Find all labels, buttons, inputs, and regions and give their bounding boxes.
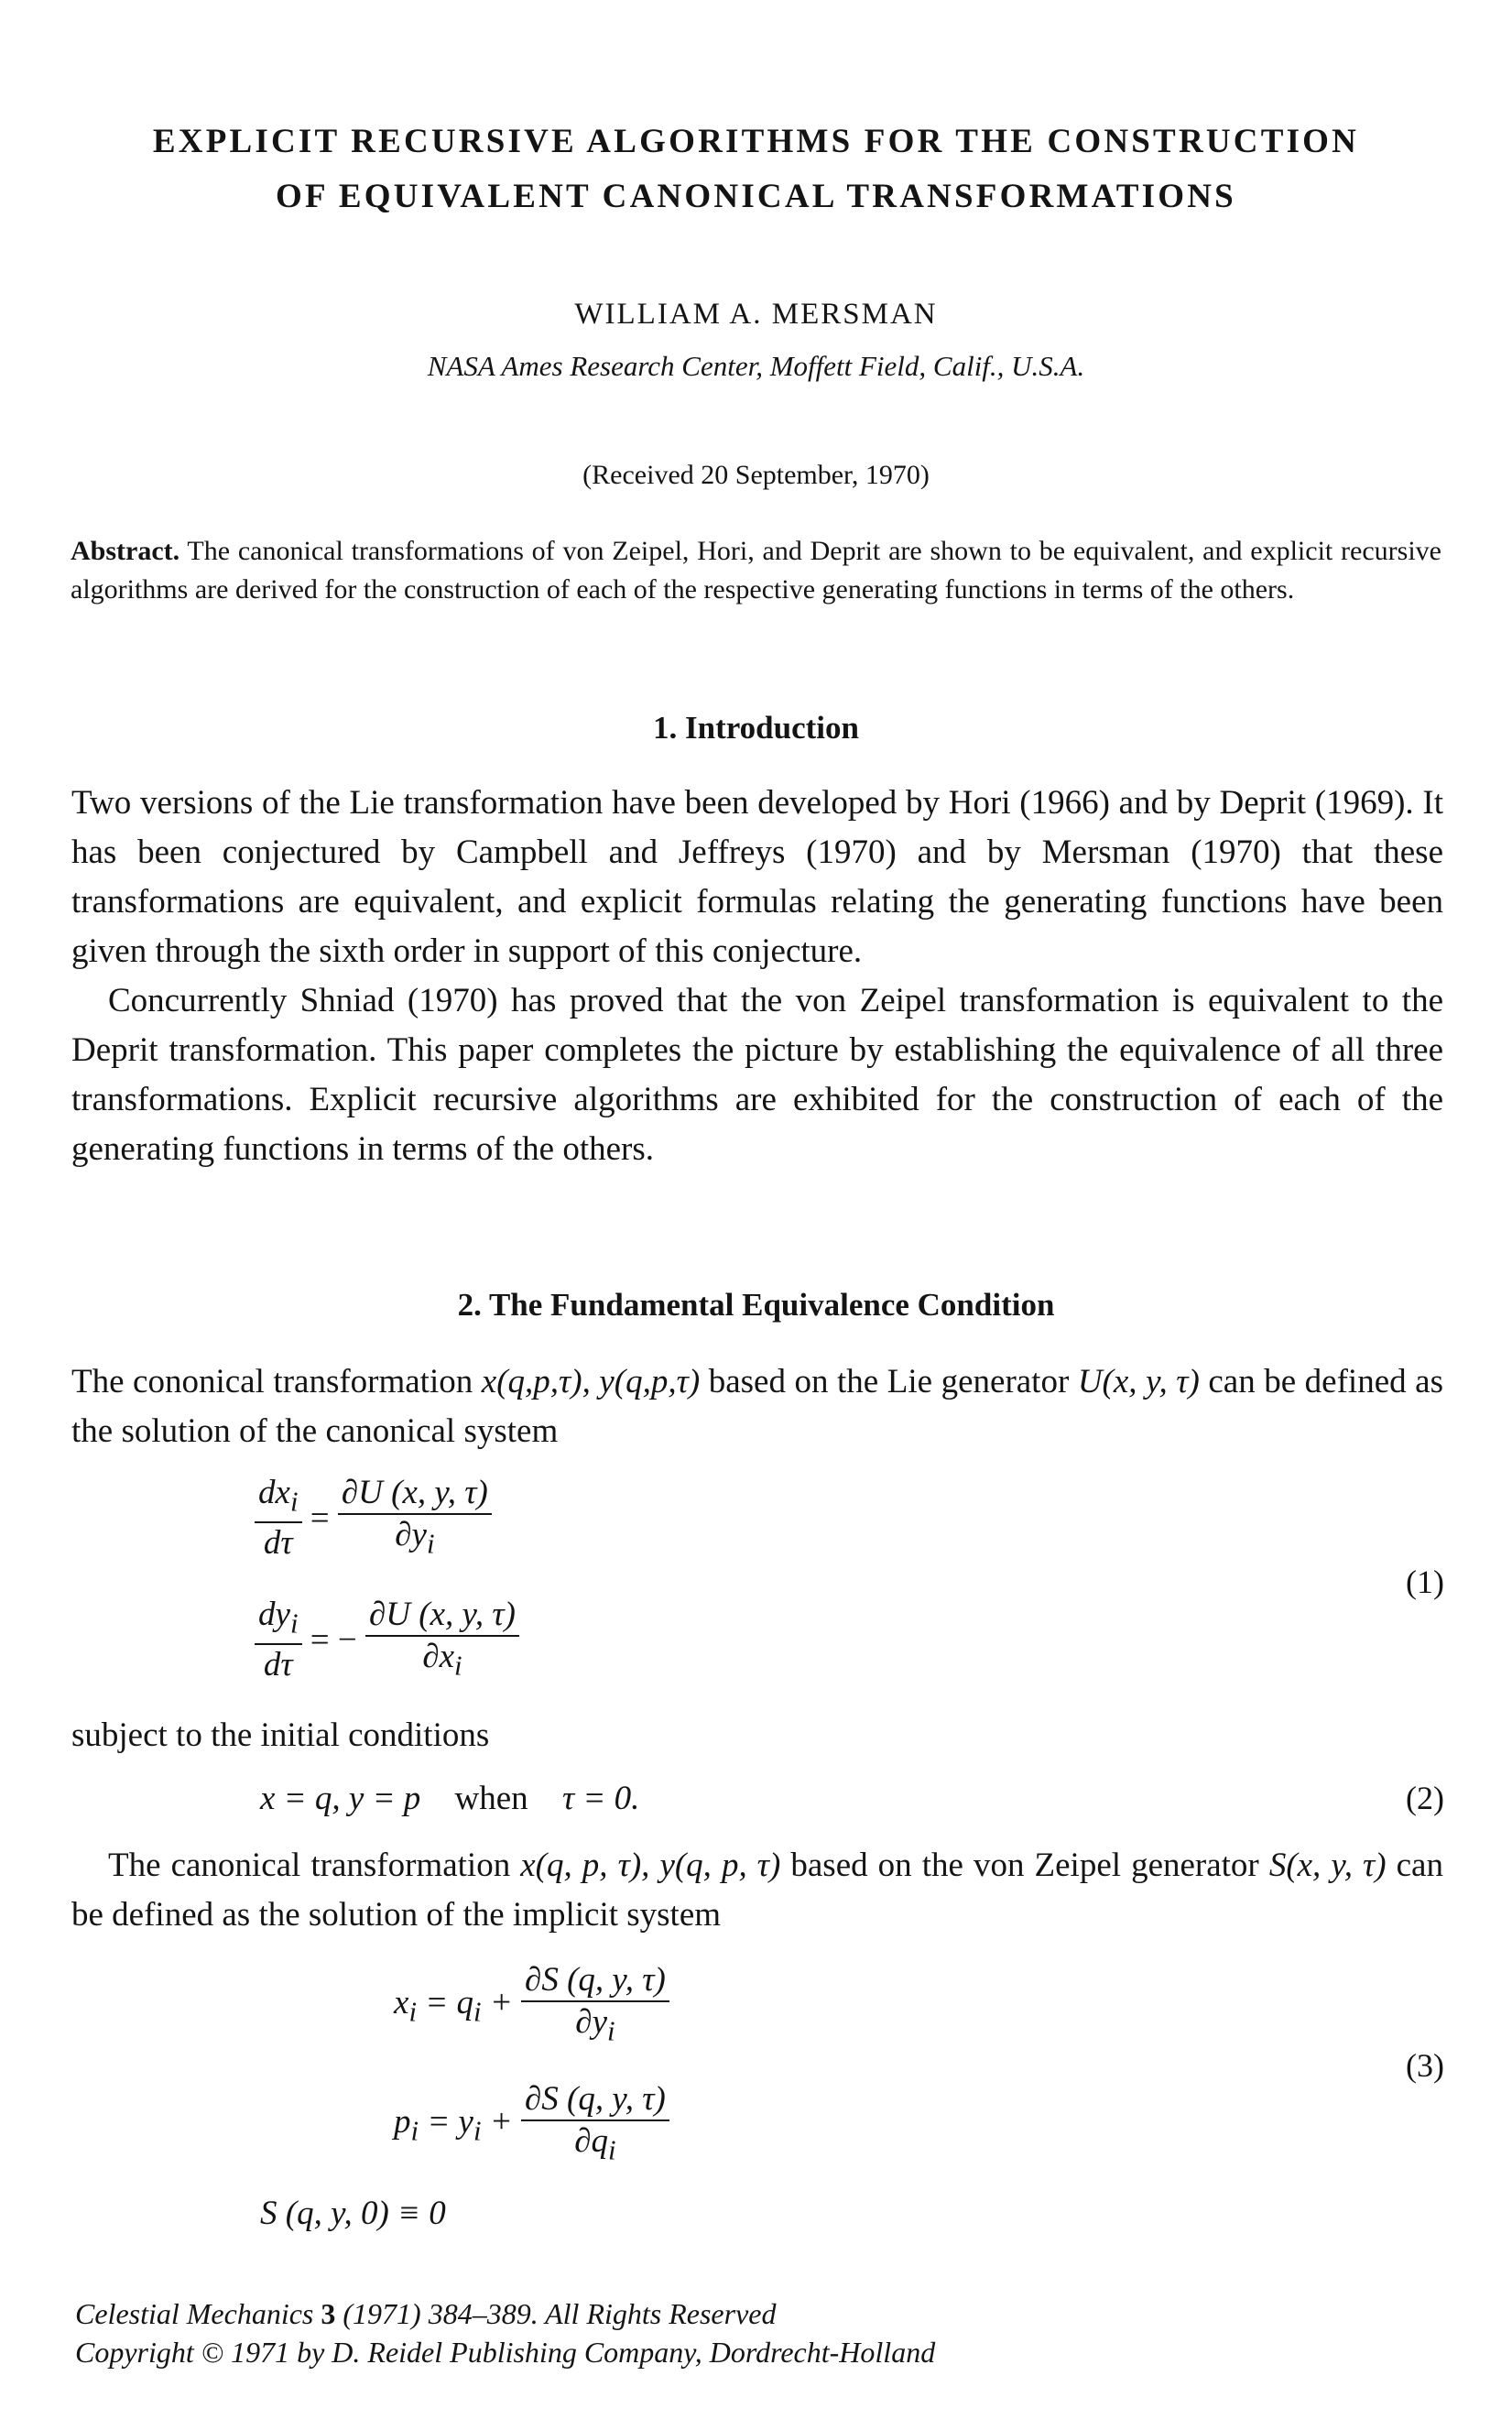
numerator: ∂U (x, y, τ) bbox=[365, 1595, 519, 1637]
denominator: ∂x bbox=[422, 1638, 455, 1675]
subscript: i bbox=[289, 1607, 299, 1640]
fraction bbox=[338, 1473, 492, 1564]
lhs: p bbox=[394, 2103, 411, 2141]
fraction bbox=[255, 1595, 302, 1685]
math-inline: x(q,p,τ), y(q,p,τ) bbox=[481, 1363, 701, 1400]
numerator: ∂S (q, y, τ) bbox=[521, 2079, 669, 2121]
denominator: dτ bbox=[263, 1646, 293, 1684]
rhs: = q bbox=[425, 1984, 473, 2021]
subscript: i bbox=[608, 2134, 616, 2166]
journal-footer bbox=[75, 2294, 935, 2371]
numerator: dy bbox=[258, 1596, 290, 1633]
title-line-1: EXPLICIT RECURSIVE ALGORITHMS FOR THE CONSTRUCTION bbox=[152, 123, 1360, 160]
title-line-2: OF EQUIVALENT CANONICAL TRANSFORMATIONS bbox=[276, 178, 1236, 215]
author-name: WILLIAM A. MERSMAN bbox=[574, 298, 938, 331]
subscript: i bbox=[473, 1996, 482, 2028]
journal-citation bbox=[75, 2294, 935, 2333]
math-inline: U(x, y, τ) bbox=[1077, 1363, 1200, 1400]
subscript: i bbox=[410, 2115, 419, 2147]
text-run: The canonical transformation bbox=[108, 1847, 521, 1884]
equation-2 bbox=[260, 1779, 639, 1818]
fraction bbox=[521, 2079, 669, 2170]
equation-3-line-3: S (q, y, 0) ≡ 0 bbox=[260, 2195, 446, 2232]
lhs: x bbox=[394, 1984, 409, 2021]
abstract bbox=[71, 532, 1441, 609]
subscript: i bbox=[289, 1486, 299, 1518]
text-run: can be defined as the solution of the implicit system bbox=[71, 1847, 1443, 1934]
abstract-text: The canonical transformations of von Zeipel, Hori, and Deprit are shown to be equivalent, and explicit recursive algorithms are derived for the construction of each of the respective generating functions in terms of the others. bbox=[71, 536, 1441, 605]
denominator: ∂y bbox=[575, 2003, 607, 2041]
sec2-paragraph-2 bbox=[71, 1841, 1443, 1940]
paper-title bbox=[37, 114, 1475, 224]
equation-3-line-1: $x_i = q_i$ + $\frac{\partial S (q, y, \tau)}{\partial y_i}$ bbox=[394, 1960, 669, 2051]
equation-2-number: (2) bbox=[1406, 1780, 1444, 1816]
numerator: dx bbox=[258, 1474, 290, 1511]
section-heading-introduction: 1. Introduction bbox=[653, 710, 859, 746]
section-heading-equivalence: 2. The Fundamental Equivalence Condition bbox=[457, 1287, 1055, 1323]
math-inline: S(x, y, τ) bbox=[1268, 1847, 1387, 1884]
intro-paragraph-2: Concurrently Shniad (1970) has proved that the von Zeipel transformation is equivalent to the Deprit transformation. This paper completes the picture by establishing the equivalence of all three transformations. Explicit recursive algorithms are exhibited for the construction of each of the generating functions in terms of the others. bbox=[71, 982, 1443, 1168]
math-inline: τ = 0. bbox=[561, 1780, 640, 1817]
author-affiliation: NASA Ames Research Center, Moffett Field, Calif., U.S.A. bbox=[427, 350, 1085, 382]
text-run: based on the Lie generator bbox=[700, 1363, 1078, 1400]
equation-3-line-2: $p_i = y_i$ + $\frac{\partial S (q, y, \tau)}{\partial q_i}$ bbox=[394, 2079, 669, 2170]
numerator: ∂U (x, y, τ) bbox=[338, 1473, 492, 1515]
journal-pages-rights: (1971) 384–389. All Rights Reserved bbox=[343, 2297, 777, 2330]
subscript: i bbox=[607, 2015, 615, 2047]
equation-1-line-2: $\frac{dy_i}{d\tau}$ = − $\frac{\partial U (x, y, \tau)}{\partial x_i}$ bbox=[255, 1595, 519, 1685]
denominator: dτ bbox=[263, 1524, 293, 1563]
introduction-body bbox=[71, 779, 1443, 1174]
fraction bbox=[365, 1595, 519, 1685]
subscript: i bbox=[454, 1650, 462, 1682]
equation-3-number: (3) bbox=[1406, 2047, 1444, 2084]
subscript: i bbox=[473, 2115, 482, 2147]
journal-volume: 3 bbox=[321, 2297, 336, 2330]
subscript: i bbox=[408, 1996, 418, 2028]
fraction bbox=[255, 1473, 302, 1564]
received-date: (Received 20 September, 1970) bbox=[582, 460, 930, 490]
copyright-notice: Copyright © 1971 by D. Reidel Publishing Company, Dordrecht-Holland bbox=[75, 2336, 936, 2369]
text-run: based on the von Zeipel generator bbox=[780, 1847, 1269, 1884]
subject-text: subject to the initial conditions bbox=[71, 1716, 490, 1754]
text-run: when bbox=[454, 1780, 528, 1817]
denominator: ∂q bbox=[574, 2122, 609, 2160]
intro-paragraph-1: Two versions of the Lie transformation have been developed by Hori (1966) and by Deprit (1969). It has been conjectured by Campbell and Jeffreys (1970) and by Mersman (1970) that these transformations are equivalent, and explicit formulas relating the generating functions have been given through the sixth order in support of this conjecture. bbox=[71, 784, 1443, 970]
math-inline: x = q, y = p bbox=[260, 1780, 421, 1817]
fraction bbox=[521, 1960, 669, 2051]
abstract-label: Abstract. bbox=[71, 536, 180, 566]
math-inline: x(q, p, τ), y(q, p, τ) bbox=[520, 1847, 781, 1884]
text-run: can be defined as the solution of the canonical system bbox=[71, 1363, 1443, 1450]
text-run: The cononical transformation bbox=[71, 1363, 482, 1400]
denominator: ∂y bbox=[395, 1516, 427, 1553]
rhs: = y bbox=[427, 2103, 473, 2141]
numerator: ∂S (q, y, τ) bbox=[521, 1960, 669, 2002]
equation-1-line-1: $\frac{dx_i}{d\tau}$ = $\frac{\partial U (x, y, \tau)}{\partial y_i}$ bbox=[255, 1473, 492, 1564]
journal-name: Celestial Mechanics bbox=[75, 2297, 314, 2330]
sec2-paragraph-1 bbox=[71, 1357, 1443, 1456]
equation-1-number: (1) bbox=[1406, 1564, 1444, 1600]
subscript: i bbox=[426, 1528, 435, 1560]
